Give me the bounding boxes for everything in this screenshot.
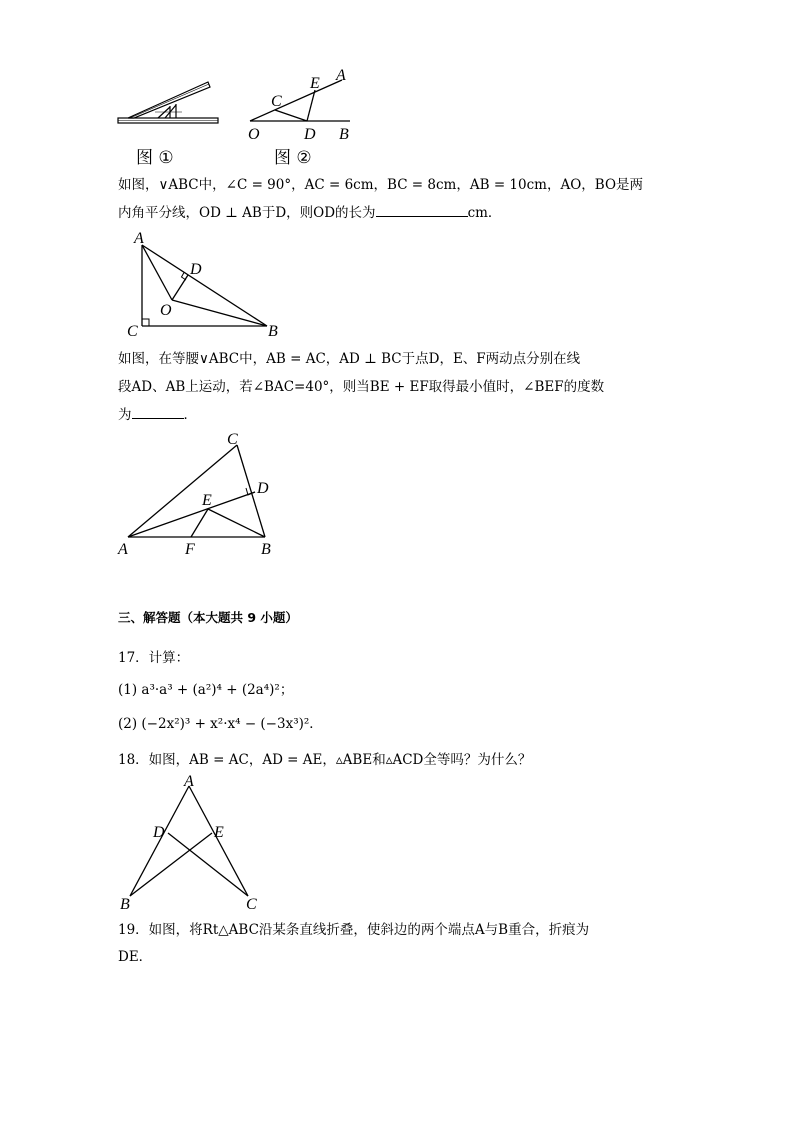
q18-figure (115, 775, 265, 910)
q16-line3-text: 为 (118, 407, 132, 423)
q15-line1: 如图，∨ABC中，∠C = 90°，AC = 6cm，BC = 8cm，AB = 10cm，AO，BO是两 (118, 177, 644, 193)
label-B: B (261, 541, 271, 558)
figure-1-drawing (118, 82, 218, 123)
figure-1-2 (110, 60, 370, 170)
q16-line3-end: ． (183, 407, 197, 423)
label-E: E (214, 824, 224, 841)
figure-2-drawing (250, 80, 350, 121)
q15-line2-text: 内角平分线，OD ⊥ AB于D，则OD的长为 (118, 205, 376, 221)
q16-figure (115, 428, 290, 560)
q17-title: 17．计算： (118, 650, 190, 666)
label-A: A (184, 775, 194, 790)
label-O: O (160, 302, 172, 319)
label-D: D (153, 824, 165, 841)
figure-1-label: 图 ① (136, 148, 174, 168)
q19-line2: DE． (118, 949, 153, 965)
q15-answer-blank[interactable] (376, 202, 468, 217)
q16-answer-blank[interactable] (132, 404, 184, 419)
label-C: C (271, 93, 282, 110)
label-B: B (339, 126, 349, 143)
label-D: D (257, 480, 269, 497)
q18-text: 18．如图，AB = AC，AD = AE，▵ABE和▵ACD全等吗？为什么？ (118, 752, 532, 768)
label-F: F (185, 541, 195, 558)
label-B: B (120, 896, 130, 910)
label-A: A (336, 67, 346, 84)
q15-unit: cm． (467, 205, 502, 221)
label-B: B (268, 323, 278, 340)
label-C: C (246, 896, 257, 910)
label-O: O (248, 126, 260, 143)
figure-2-label: 图 ② (274, 148, 312, 168)
q17-item2: (2) (−2x²)³ + x²·x⁴ − (−3x³)²． (118, 716, 323, 732)
q17-item1: (1) a³·a³ + (a²)⁴ + (2a⁴)²； (118, 682, 294, 698)
q19-line1: 19．如图，将Rt△ABC沿某条直线折叠，使斜边的两个端点A与B重合，折痕为 (118, 922, 590, 938)
q15-line2 (118, 202, 501, 223)
q16-line2: 段AD、AB上运动，若∠BAC=40°，则当BE + EF取得最小值时，∠BEF的度数 (118, 379, 605, 395)
label-E: E (310, 75, 320, 92)
q15-figure (120, 228, 290, 340)
label-C: C (227, 431, 238, 448)
label-D: D (304, 126, 316, 143)
label-D: D (190, 261, 202, 278)
q16-line1: 如图，在等腰∨ABC中，AB = AC，AD ⊥ BC于点D，E、F两动点分别在线 (118, 351, 581, 367)
label-A: A (118, 541, 128, 558)
label-A: A (134, 230, 144, 247)
label-C: C (127, 323, 138, 340)
section-3-title: 三、解答题（本大题共 9 小题） (118, 610, 298, 625)
q16-line3 (118, 404, 197, 425)
label-E: E (202, 492, 212, 509)
